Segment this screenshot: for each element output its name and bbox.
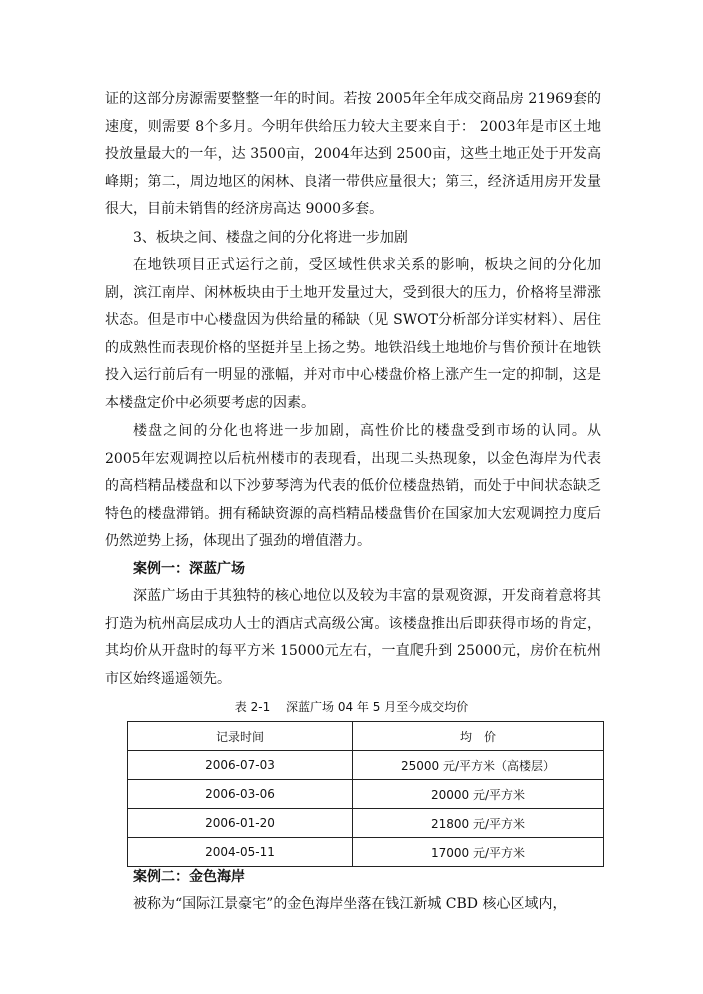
header-record-time: 记录时间 — [128, 722, 353, 751]
table-caption: 表 2-1 深蓝广场 04 年 5 月至今成交均价 — [234, 700, 469, 714]
paragraph-golden-coast: 被称为“国际江景豪宅”的金色海岸坐落在钱江新城 CBD 核心区域内， — [133, 896, 567, 912]
cell-price: 21800 元/平方米 — [353, 809, 604, 838]
table-header-row — [128, 722, 604, 751]
table-row — [128, 809, 604, 838]
cell-price: 25000 元/平方米（高楼层） — [353, 751, 604, 780]
case1-title: 案例一：深蓝广场 — [133, 561, 245, 577]
cell-date: 2004-05-11 — [128, 838, 353, 867]
cell-date: 2006-03-06 — [128, 780, 353, 809]
cell-date: 2006-07-03 — [128, 751, 353, 780]
paragraph-project-divergence: 楼盘之间的分化也将进一步加剧，高性价比的楼盘受到市场的认同。从 2005年宏观调控以后杭州楼市的表现看，出现二头热现象，以金色海岸为代表的高档精品楼盘和以下沙萝琴湾为代表的低价位楼盘热销，而处于中间状态缺乏特色的楼盘滞销。拥有稀缺资源的高档精品楼盘售价在国家加大宏观调控力度后仍然逆势上扬，体现出了强劲的增值潜力。 — [105, 423, 601, 549]
cell-date: 2006-01-20 — [128, 809, 353, 838]
paragraph-supply-pressure: 证的这部分房源需要整整一年的时间。若按 2005年全年成交商品房 21969套的速度，则需要 8个多月。今明年供给压力较大主要来自于： 2003年是市区土地投放量最大的一年，达 3500亩，2004年达到 2500亩，这些土地正处于开发高峰期；第二，周边地区的闲林、良渚一带供应量很大；第三，经济适用房开发量很大，目前未销售的经济房高达 9000多套。 — [105, 91, 601, 217]
cell-price: 20000 元/平方米 — [353, 780, 604, 809]
cell-price: 17000 元/平方米 — [353, 838, 604, 867]
paragraph-shenlan-plaza: 深蓝广场由于其独特的核心地位以及较为丰富的景观资源，开发商着意将其打造为杭州高层成功人士的酒店式高级公寓。该楼盘推出后即获得市场的肯定，其均价从开盘时的每平方米 15000元左右，一直爬升到 25000元，房价在杭州市区始终遥遥领先。 — [105, 588, 601, 687]
table-row — [128, 751, 604, 780]
table-row — [128, 838, 604, 867]
table-row — [128, 780, 604, 809]
case2-title: 案例二：金色海岸 — [133, 869, 245, 885]
price-table — [127, 721, 604, 867]
header-average-price: 均 价 — [353, 722, 604, 751]
paragraph-block-divergence: 在地铁项目正式运行之前，受区域性供求关系的影响，板块之间的分化加剧，滨江南岸、闲林板块由于土地开发量过大，受到很大的压力，价格将呈滞涨状态。但是市中心楼盘因为供给量的稀缺（见 SWOT分析部分详实材料）、居住的成熟性而表现价格的坚挺并呈上扬之势。地铁沿线土地地价与售价预计在地铁投入运行前后有一明显的涨幅，并对市中心楼盘价格上涨产生一定的抑制，这是本楼盘定价中必须要考虑的因素。 — [105, 257, 601, 411]
section-heading-3: 3、板块之间、楼盘之间的分化将进一步加剧 — [133, 230, 408, 246]
